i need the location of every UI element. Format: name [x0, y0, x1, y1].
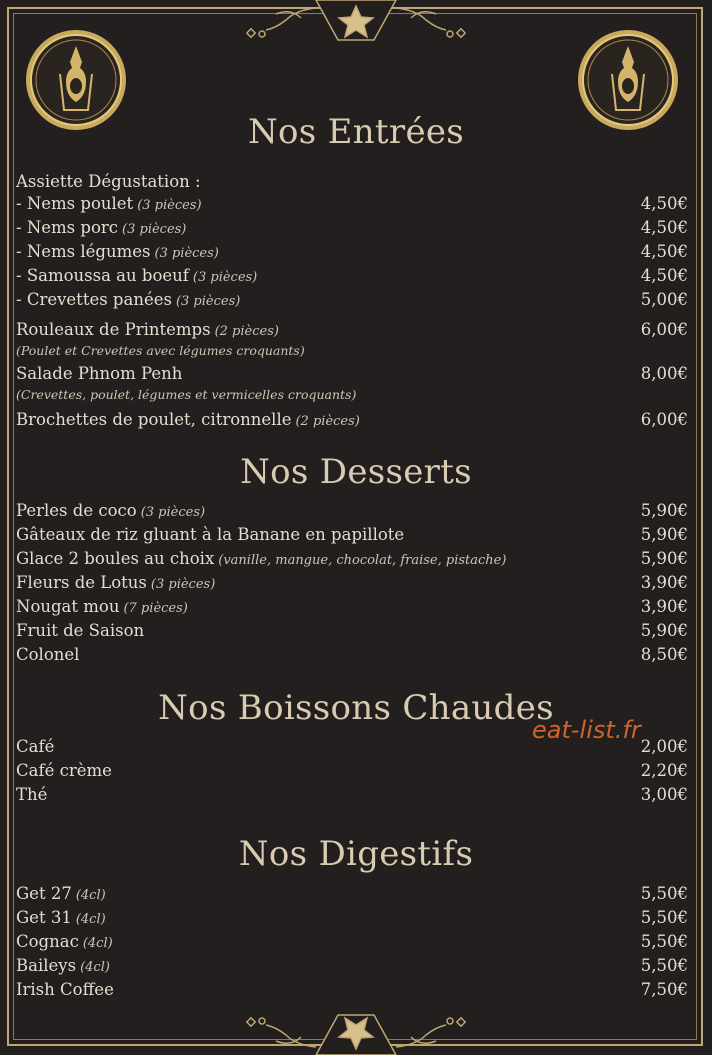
menu-item: Café crème 2,20€ — [16, 761, 688, 780]
menu-item: Rouleaux de Printemps (2 pièces) 6,00€ — [16, 320, 688, 339]
item-description: (Poulet et Crevettes avec légumes croquants) — [16, 343, 305, 358]
price: 5,50€ — [640, 956, 688, 975]
list-header: Assiette Dégustation : — [16, 172, 201, 191]
item-description: (Crevettes, poulet, légumes et vermicelles croquants) — [16, 387, 357, 402]
price: 6,00€ — [640, 410, 688, 429]
menu-item: Thé 3,00€ — [16, 785, 688, 804]
entrees-list — [16, 171, 688, 433]
menu-item: Fleurs de Lotus (3 pièces) 3,90€ — [16, 573, 688, 592]
menu-item: Fruit de Saison 5,90€ — [16, 621, 688, 640]
price: 3,00€ — [640, 785, 688, 804]
price: 2,20€ — [640, 761, 688, 780]
price: 4,50€ — [640, 266, 688, 285]
price: 8,00€ — [640, 364, 688, 383]
price: 5,50€ — [640, 908, 688, 927]
menu-item: Brochettes de poulet, citronnelle (2 pièces) 6,00€ — [16, 410, 688, 429]
price: 3,90€ — [640, 597, 688, 616]
section-title-digestifs: Nos Digestifs — [238, 834, 474, 874]
price: 2,00€ — [640, 737, 688, 756]
boissons-list — [16, 736, 688, 808]
menu-item: Nougat mou (7 pièces) 3,90€ — [16, 597, 688, 616]
price: 5,90€ — [640, 525, 688, 544]
menu-item: - Nems légumes (3 pièces) 4,50€ — [16, 242, 688, 261]
menu-item: Café 2,00€ — [16, 737, 688, 756]
menu-item: Gâteaux de riz gluant à la Banane en papillote 5,90€ — [16, 525, 688, 544]
section-title-boissons: Nos Boissons Chaudes — [158, 688, 554, 728]
price: 4,50€ — [640, 218, 688, 237]
price: 7,50€ — [640, 980, 688, 999]
menu-item: Get 27 (4cl) 5,50€ — [16, 884, 688, 903]
price: 5,50€ — [640, 932, 688, 951]
price: 3,90€ — [640, 573, 688, 592]
digestifs-list — [16, 883, 688, 1003]
top-star-ornament-icon — [246, 0, 466, 48]
menu-item: - Nems poulet (3 pièces) 4,50€ — [16, 194, 688, 213]
price: 5,90€ — [640, 501, 688, 520]
watermark-text: eat-list.fr — [532, 716, 641, 744]
menu-item: Colonel 8,50€ — [16, 645, 688, 664]
price: 5,00€ — [640, 290, 688, 309]
menu-item: Get 31 (4cl) 5,50€ — [16, 908, 688, 927]
menu-item: Salade Phnom Penh 8,00€ — [16, 364, 688, 383]
menu-item: Irish Coffee 7,50€ — [16, 980, 688, 999]
menu-item: Perles de coco (3 pièces) 5,90€ — [16, 501, 688, 520]
section-title-desserts: Nos Desserts — [240, 452, 472, 492]
menu-item: - Samoussa au boeuf (3 pièces) 4,50€ — [16, 266, 688, 285]
menu-item: Glace 2 boules au choix (vanille, mangue, chocolat, fraise, pistache) 5,90€ — [16, 549, 688, 568]
price: 4,50€ — [640, 242, 688, 261]
menu-item: - Crevettes panées (3 pièces) 5,00€ — [16, 290, 688, 309]
price: 6,00€ — [640, 320, 688, 339]
menu-item: Cognac (4cl) 5,50€ — [16, 932, 688, 951]
section-title-entrees: Nos Entrées — [247, 112, 465, 152]
price: 8,50€ — [640, 645, 688, 664]
bottom-star-ornament-icon — [246, 1007, 466, 1055]
price: 5,90€ — [640, 549, 688, 568]
price: 5,90€ — [640, 621, 688, 640]
price: 4,50€ — [640, 194, 688, 213]
menu-item: Baileys (4cl) 5,50€ — [16, 956, 688, 975]
price: 5,50€ — [640, 884, 688, 903]
menu-item: - Nems porc (3 pièces) 4,50€ — [16, 218, 688, 237]
desserts-list — [16, 500, 688, 668]
